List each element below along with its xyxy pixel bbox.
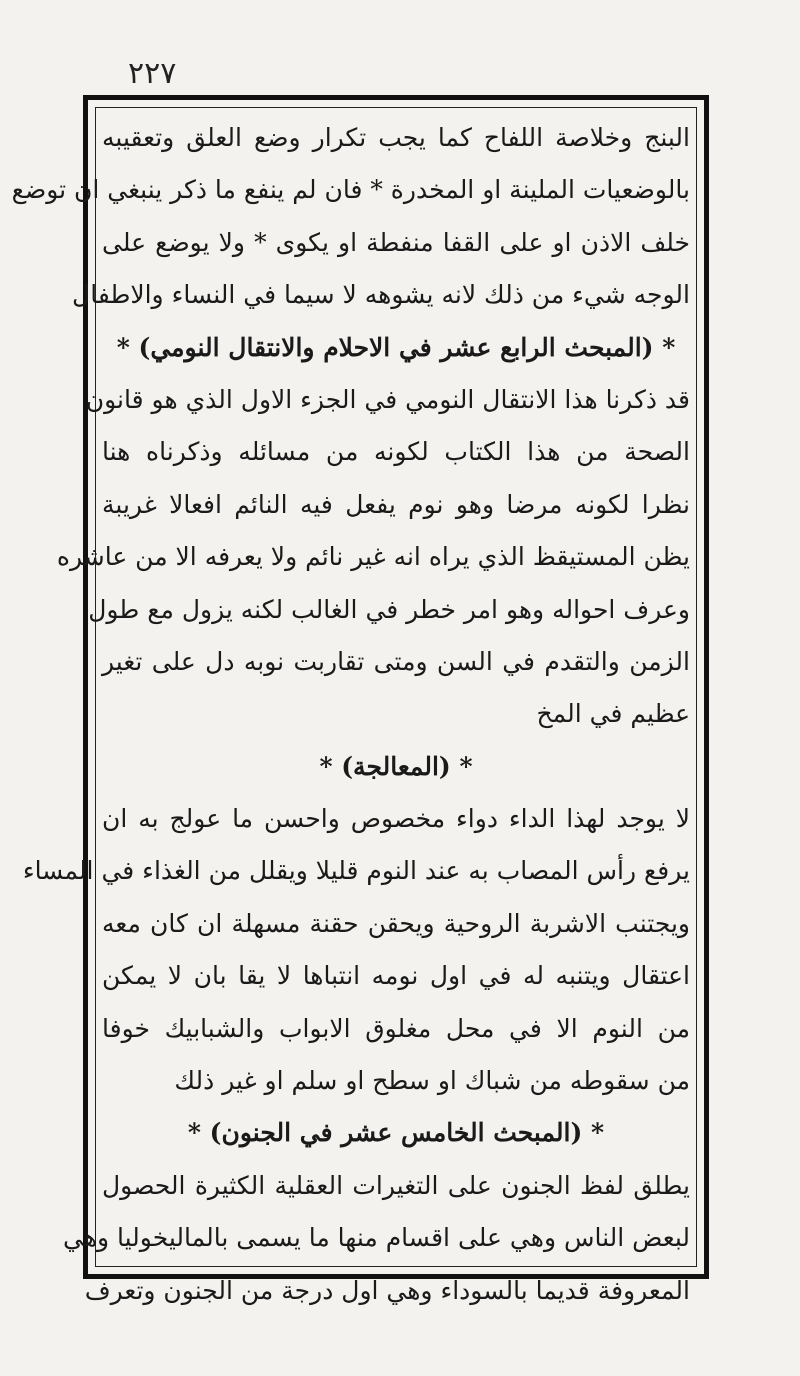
text-line: بالوضعيات الملينة او المخدرة * فان لم ينفع ما ذكر ينبغي ان توضع <box>11 175 690 205</box>
text-line: لا يوجد لهذا الداء دواء مخصوص واحسن ما عولج به ان <box>102 804 690 834</box>
text-line: البنج وخلاصة اللفاح كما يجب تكرار وضع العلق وتعقيبه <box>102 123 690 152</box>
text-line: يظن المستيقظ الذي يراه انه غير نائم ولا يعرفه الا من عاشره <box>56 542 690 572</box>
text-line: اعتقال ويتنبه له في اول نومه انتباها لا يقا بان لا يمكن <box>102 961 690 991</box>
text-line: المعروفة قديما بالسوداء وهي اول درجة من الجنون وتعرف <box>84 1275 690 1305</box>
text-line: الصحة من هذا الكتاب لكونه من مسائله وذكرناه هنا <box>102 437 690 467</box>
section-heading: * (المعالجة) * <box>319 751 473 781</box>
text-line: قد ذكرنا هذا الانتقال النومي في الجزء الاول الذي هو قانون <box>85 384 690 414</box>
section-heading: * (المبحث الرابع عشر في الاحلام والانتقال النومي) * <box>116 332 676 362</box>
page-number: ٢٢٧ <box>128 56 177 91</box>
text-line: عظيم في المخ <box>536 699 690 729</box>
text-line: الوجه شيء من ذلك لانه يشوهه لا سيما في النساء والاطفال <box>72 280 690 310</box>
text-line: يرفع رأس المصاب به عند النوم قليلا ويقلل من الغذاء في المساء <box>22 856 690 886</box>
section-heading: * (المبحث الخامس عشر في الجنون) * <box>187 1118 605 1148</box>
text-line: لبعض الناس وهي على اقسام منها ما يسمى بالماليخوليا وهي <box>62 1223 690 1253</box>
text-line: وعرف احواله وهو امر خطر في الغالب لكنه يزول مع طول <box>88 594 690 624</box>
text-line: من النوم الا في محل مغلوق الابواب والشبابيك خوفا <box>102 1013 690 1043</box>
text-line: من سقوطه من شباك او سطح او سلم او غير ذلك <box>174 1066 690 1096</box>
text-line: ويجتنب الاشربة الروحية ويحقن حقنة مسهلة ان كان معه <box>102 908 690 938</box>
text-line: خلف الاذن او على القفا منفطة او يكوى * ولا يوضع على <box>102 227 690 257</box>
text-block <box>11 112 690 1305</box>
text-line: يطلق لفظ الجنون على التغيرات العقلية الكثيرة الحصول <box>102 1170 690 1200</box>
text-line: نظرا لكونه مرضا وهو نوم يفعل فيه النائم افعالا غريبة <box>102 489 690 519</box>
text-line: الزمن والتقدم في السن ومتى تقاربت نوبه دل على تغير <box>102 646 690 676</box>
